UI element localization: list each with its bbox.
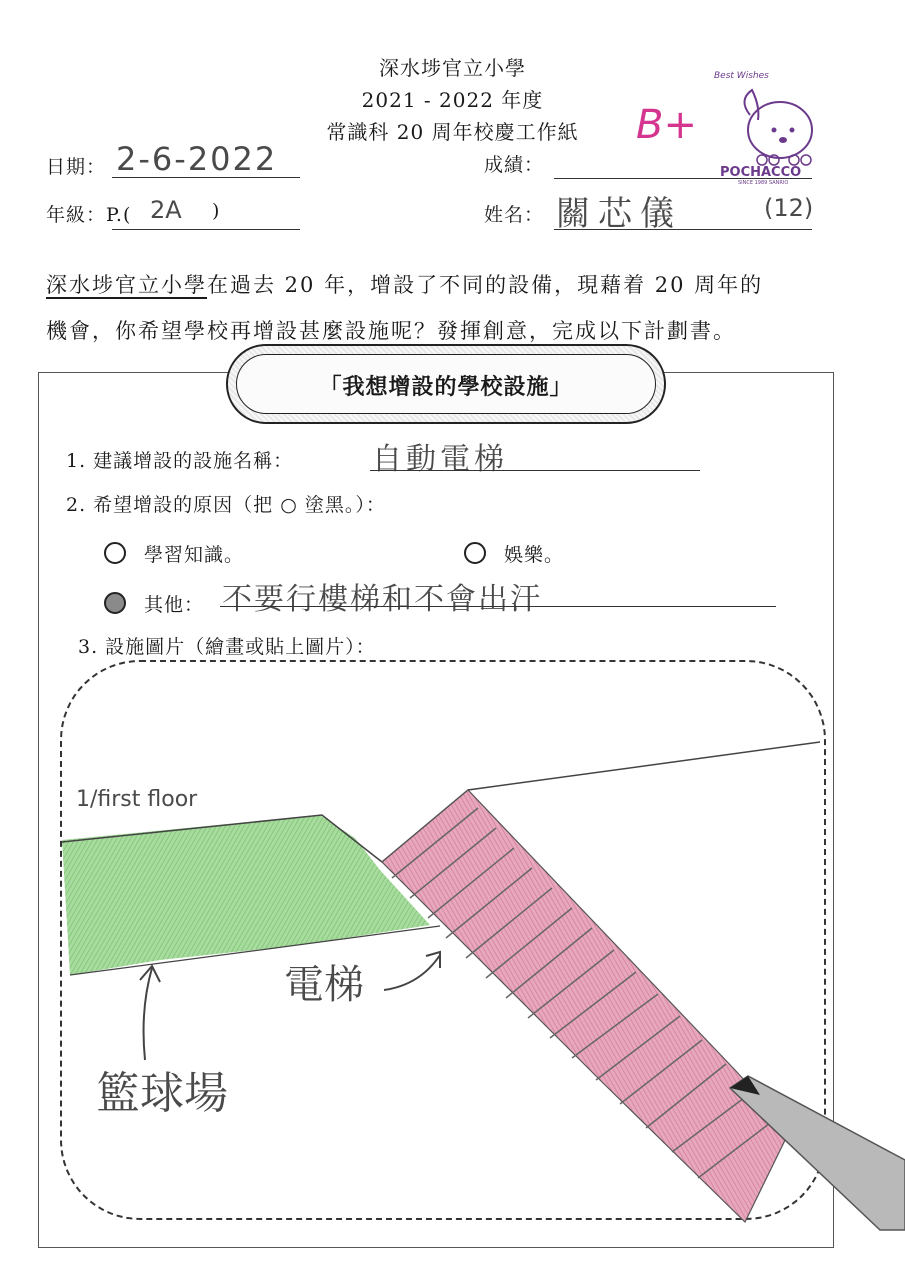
name-value: 關芯儀 (556, 194, 682, 234)
q3-label: 3. 設施圖片（繪畫或貼上圖片）： (78, 636, 376, 658)
stamp-brand: POCHACCO (720, 165, 802, 180)
school-year: 2021 - 2022 年度 (361, 88, 544, 112)
escalator-label: 電梯 (284, 962, 364, 1008)
stamp-subcaption: SINCE 1989 SANRIO (738, 180, 789, 185)
grade-value: B+ (636, 102, 697, 148)
intro-line-1-text: 在過去 20 年，增設了不同的設備，現藉着 20 周年的 (207, 273, 764, 297)
option-other-label: 其他： (144, 594, 205, 616)
student-number: (12) (764, 194, 814, 222)
box-title: 「我想增設的學校設施」 (319, 374, 573, 400)
escalator-arrow (384, 955, 440, 990)
floor-label: 1/first floor (76, 787, 198, 812)
date-label: 日期： (46, 156, 107, 178)
class-label: 年級：P.( (46, 204, 132, 226)
court-label: 籃球場 (96, 1068, 228, 1119)
court-arrow (144, 968, 152, 1060)
worksheet-title: 常識科 20 周年校慶工作紙 (326, 120, 579, 144)
q1-label: 1. 建議增設的設施名稱： (66, 450, 294, 472)
other-answer: 不要行樓梯和不會出汗 (222, 582, 542, 617)
court-shape (62, 815, 430, 975)
intro-line-2: 機會，你希望學校再增設甚麼設施呢？發揮創意，完成以下計劃書。 (46, 319, 736, 343)
q1-answer: 自動電梯 (372, 442, 508, 477)
class-close: ) (212, 200, 221, 222)
grade-label: 成績： (484, 154, 545, 176)
q2-label: 2. 希望增設的原因（把 ○ 塗黑。）： (66, 494, 386, 516)
name-label: 姓名： (484, 204, 545, 226)
option-entertainment-label: 娛樂。 (504, 544, 565, 566)
escalator-shape (382, 790, 790, 1222)
date-value: 2-6-2022 (116, 140, 278, 178)
intro-school-name: 深水埗官立小學 (46, 273, 207, 297)
stamp-caption: Best Wishes (714, 71, 769, 81)
class-value: 2A (150, 196, 182, 224)
school-name: 深水埗官立小學 (379, 56, 526, 80)
option-learning-label: 學習知識。 (144, 544, 245, 566)
